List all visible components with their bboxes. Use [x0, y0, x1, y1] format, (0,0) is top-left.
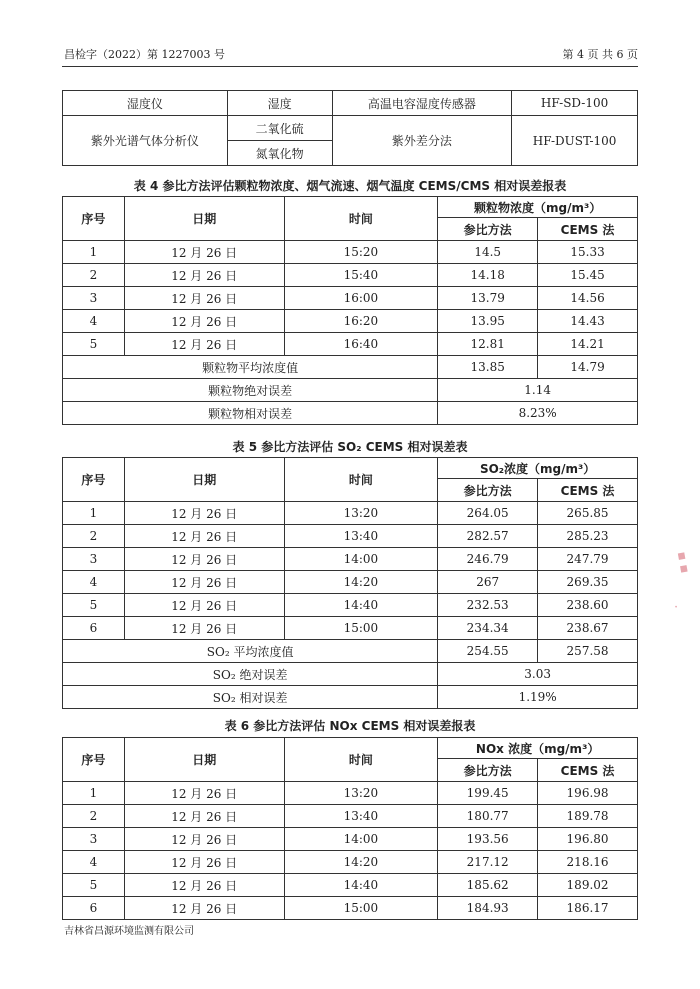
table5-caption: 表 5 参比方法评估 SO₂ CEMS 相对误差表: [232, 440, 468, 454]
rel-error-label: SO₂ 相对误差: [63, 686, 438, 709]
equip-param: 湿度: [227, 91, 332, 116]
avg-ref: 254.55: [438, 640, 538, 663]
table-header-row: [63, 738, 638, 759]
table-row: [63, 640, 638, 663]
col-header-date: 日期: [124, 738, 284, 782]
cell-cems: 189.78: [538, 805, 638, 828]
cell-ref: 14.18: [438, 264, 538, 287]
cell-time: 14:40: [284, 874, 438, 897]
table5-body: [63, 502, 638, 640]
cell-time: 13:20: [284, 502, 438, 525]
cell-no: 3: [63, 287, 125, 310]
col-header-cems: CEMS 法: [538, 479, 638, 502]
col-header-ref: 参比方法: [438, 759, 538, 782]
cell-ref: 13.95: [438, 310, 538, 333]
abs-error-value: 1.14: [438, 379, 638, 402]
col-header-no: 序号: [63, 197, 125, 241]
cell-date: 12 月 26 日: [124, 571, 284, 594]
cell-date: 12 月 26 日: [124, 241, 284, 264]
cell-ref: 264.05: [438, 502, 538, 525]
cell-date: 12 月 26 日: [124, 874, 284, 897]
cell-cems: 15.45: [538, 264, 638, 287]
table-header-row: [63, 197, 638, 218]
table-row: [63, 502, 638, 525]
equip-param: 氮氧化物: [227, 141, 332, 166]
equip-name: 湿度仪: [63, 91, 228, 116]
cell-time: 13:40: [284, 805, 438, 828]
table-row: [63, 310, 638, 333]
stamp-mark: ·: [674, 600, 679, 615]
table-row: [63, 379, 638, 402]
cell-time: 13:20: [284, 782, 438, 805]
cell-no: 2: [63, 805, 125, 828]
table-row: [63, 594, 638, 617]
cell-ref: 199.45: [438, 782, 538, 805]
cell-no: 1: [63, 502, 125, 525]
table-row: [63, 874, 638, 897]
cell-date: 12 月 26 日: [124, 851, 284, 874]
table-row: [63, 548, 638, 571]
cell-cems: 196.80: [538, 828, 638, 851]
abs-error-label: 颗粒物绝对误差: [63, 379, 438, 402]
cell-date: 12 月 26 日: [124, 310, 284, 333]
table-row: [63, 333, 638, 356]
cell-cems: 238.60: [538, 594, 638, 617]
cell-ref: 282.57: [438, 525, 538, 548]
col-header-no: 序号: [63, 458, 125, 502]
cell-date: 12 月 26 日: [124, 333, 284, 356]
table-row: [63, 851, 638, 874]
cell-date: 12 月 26 日: [124, 828, 284, 851]
avg-cems: 14.79: [538, 356, 638, 379]
table-row: [63, 287, 638, 310]
table4-caption: 表 4 参比方法评估颗粒物浓度、烟气流速、烟气温度 CEMS/CMS 相对误差报表: [133, 179, 567, 193]
cell-time: 15:40: [284, 264, 438, 287]
table-row: [63, 686, 638, 709]
cell-time: 14:20: [284, 851, 438, 874]
equip-method: 紫外差分法: [332, 116, 512, 166]
col-header-group: SO₂浓度（mg/m³）: [438, 458, 638, 479]
col-header-group: 颗粒物浓度（mg/m³）: [438, 197, 638, 218]
avg-label: SO₂ 平均浓度值: [63, 640, 438, 663]
page-number: 第 4 页 共 6 页: [562, 48, 638, 61]
equip-model: HF-DUST-100: [512, 116, 638, 166]
cell-no: 5: [63, 874, 125, 897]
col-header-cems: CEMS 法: [538, 759, 638, 782]
cell-no: 4: [63, 851, 125, 874]
table-row: [63, 805, 638, 828]
cell-cems: 285.23: [538, 525, 638, 548]
cell-cems: 15.33: [538, 241, 638, 264]
table5: [62, 457, 638, 709]
cell-date: 12 月 26 日: [124, 617, 284, 640]
cell-cems: 247.79: [538, 548, 638, 571]
cell-time: 15:00: [284, 897, 438, 920]
cell-time: 16:00: [284, 287, 438, 310]
col-header-ref: 参比方法: [438, 218, 538, 241]
cell-no: 3: [63, 828, 125, 851]
cell-cems: 269.35: [538, 571, 638, 594]
cell-cems: 189.02: [538, 874, 638, 897]
avg-cems: 257.58: [538, 640, 638, 663]
table-header-row: [63, 458, 638, 479]
avg-ref: 13.85: [438, 356, 538, 379]
company-footer: 吉林省昌源环境监测有限公司: [64, 926, 194, 937]
cell-no: 1: [63, 241, 125, 264]
table-row: [63, 663, 638, 686]
cell-cems: 265.85: [538, 502, 638, 525]
col-header-date: 日期: [124, 197, 284, 241]
cell-cems: 196.98: [538, 782, 638, 805]
table-row: [63, 356, 638, 379]
cell-cems: 14.43: [538, 310, 638, 333]
cell-time: 14:00: [284, 828, 438, 851]
table6-caption: 表 6 参比方法评估 NOx CEMS 相对误差报表: [224, 719, 476, 733]
rel-error-value: 1.19%: [438, 686, 638, 709]
table6-body: [63, 782, 638, 920]
cell-time: 15:20: [284, 241, 438, 264]
cell-date: 12 月 26 日: [124, 264, 284, 287]
rel-error-label: 颗粒物相对误差: [63, 402, 438, 425]
cell-ref: 13.79: [438, 287, 538, 310]
cell-ref: 267: [438, 571, 538, 594]
table-row: [63, 402, 638, 425]
cell-ref: 217.12: [438, 851, 538, 874]
col-header-no: 序号: [63, 738, 125, 782]
cell-time: 13:40: [284, 525, 438, 548]
cell-date: 12 月 26 日: [124, 525, 284, 548]
cell-date: 12 月 26 日: [124, 287, 284, 310]
cell-cems: 14.56: [538, 287, 638, 310]
table-row: [63, 264, 638, 287]
cell-ref: 180.77: [438, 805, 538, 828]
col-header-group: NOx 浓度（mg/m³）: [438, 738, 638, 759]
report-number: 昌检字（2022）第 1227003 号: [64, 48, 225, 61]
cell-time: 16:40: [284, 333, 438, 356]
equip-model: HF-SD-100: [512, 91, 638, 116]
rel-error-value: 8.23%: [438, 402, 638, 425]
cell-no: 6: [63, 897, 125, 920]
avg-label: 颗粒物平均浓度值: [63, 356, 438, 379]
cell-ref: 232.53: [438, 594, 538, 617]
abs-error-label: SO₂ 绝对误差: [63, 663, 438, 686]
cell-ref: 193.56: [438, 828, 538, 851]
table4-body: [63, 241, 638, 356]
cell-no: 4: [63, 310, 125, 333]
cell-no: 1: [63, 782, 125, 805]
equipment-table: [62, 90, 638, 166]
cell-cems: 186.17: [538, 897, 638, 920]
cell-date: 12 月 26 日: [124, 782, 284, 805]
cell-no: 5: [63, 333, 125, 356]
table-row: [63, 91, 638, 116]
cell-time: 14:20: [284, 571, 438, 594]
table4: [62, 196, 638, 425]
cell-no: 2: [63, 264, 125, 287]
col-header-date: 日期: [124, 458, 284, 502]
header-rule: [62, 66, 638, 67]
cell-no: 3: [63, 548, 125, 571]
col-header-ref: 参比方法: [438, 479, 538, 502]
table-row: [63, 116, 638, 141]
cell-time: 14:40: [284, 594, 438, 617]
cell-no: 6: [63, 617, 125, 640]
cell-ref: 184.93: [438, 897, 538, 920]
cell-time: 15:00: [284, 617, 438, 640]
table-row: [63, 617, 638, 640]
cell-date: 12 月 26 日: [124, 502, 284, 525]
col-header-cems: CEMS 法: [538, 218, 638, 241]
cell-ref: 12.81: [438, 333, 538, 356]
cell-cems: 238.67: [538, 617, 638, 640]
cell-time: 14:00: [284, 548, 438, 571]
cell-cems: 14.21: [538, 333, 638, 356]
cell-date: 12 月 26 日: [124, 897, 284, 920]
col-header-time: 时间: [284, 738, 438, 782]
stamp-mark: ▪ ▪: [673, 550, 693, 575]
table-row: [63, 782, 638, 805]
col-header-time: 时间: [284, 458, 438, 502]
table-row: [63, 571, 638, 594]
col-header-time: 时间: [284, 197, 438, 241]
cell-no: 2: [63, 525, 125, 548]
table-row: [63, 828, 638, 851]
cell-ref: 246.79: [438, 548, 538, 571]
cell-ref: 234.34: [438, 617, 538, 640]
cell-no: 4: [63, 571, 125, 594]
cell-ref: 14.5: [438, 241, 538, 264]
cell-ref: 185.62: [438, 874, 538, 897]
table6: [62, 737, 638, 920]
cell-date: 12 月 26 日: [124, 805, 284, 828]
table-row: [63, 897, 638, 920]
table-row: [63, 525, 638, 548]
cell-date: 12 月 26 日: [124, 548, 284, 571]
equip-name: 紫外光谱气体分析仪: [63, 116, 228, 166]
cell-no: 5: [63, 594, 125, 617]
cell-time: 16:20: [284, 310, 438, 333]
equip-param: 二氧化硫: [227, 116, 332, 141]
abs-error-value: 3.03: [438, 663, 638, 686]
cell-cems: 218.16: [538, 851, 638, 874]
table-row: [63, 241, 638, 264]
cell-date: 12 月 26 日: [124, 594, 284, 617]
equip-method: 高温电容湿度传感器: [332, 91, 512, 116]
